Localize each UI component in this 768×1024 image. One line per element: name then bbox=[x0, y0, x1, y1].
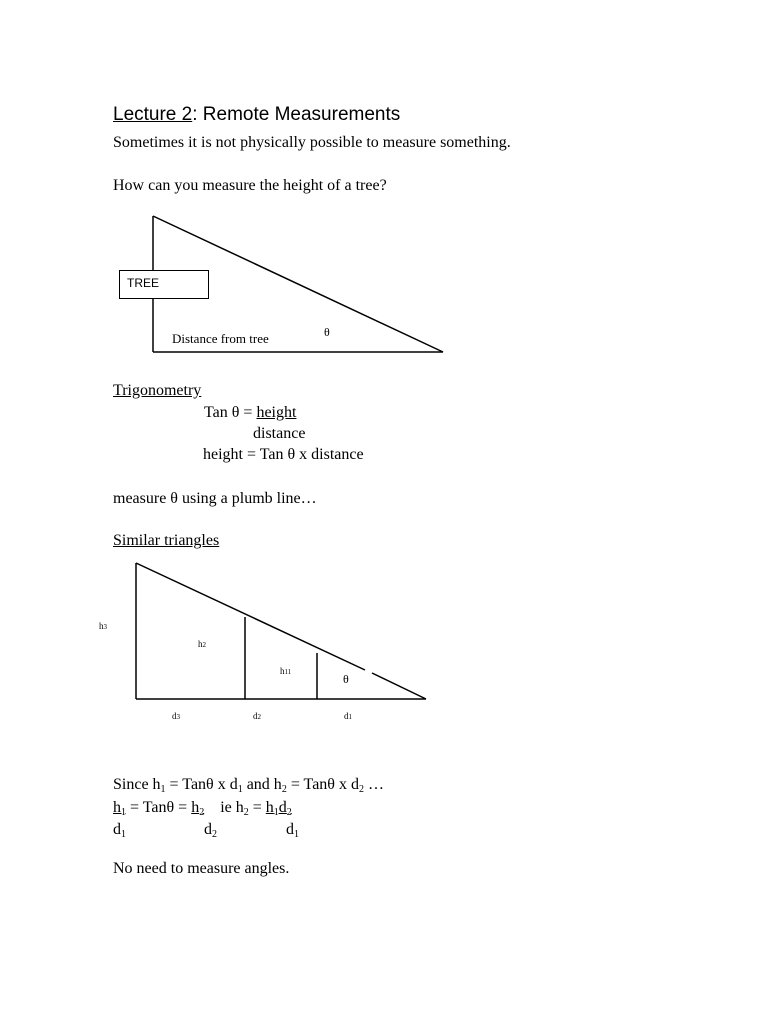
ratio-ie-sub: 2 bbox=[243, 807, 249, 818]
title-colon: : bbox=[192, 104, 198, 125]
ratio-h2-sub: 2 bbox=[199, 807, 205, 818]
label-d2 bbox=[253, 711, 261, 721]
label-h3-text: h bbox=[99, 621, 104, 631]
since-s1: 1 bbox=[160, 784, 166, 795]
tree-label: TREE bbox=[127, 276, 160, 290]
denom-d1 bbox=[113, 821, 126, 839]
ratio-ie: ie h bbox=[220, 799, 244, 816]
since-p5: … bbox=[363, 776, 384, 793]
since-p4: = Tanθ x d bbox=[286, 776, 359, 793]
denom-d3-text: d bbox=[286, 821, 294, 838]
question-text: How can you measure the height of a tree? bbox=[113, 177, 387, 194]
denom-d3 bbox=[286, 821, 299, 839]
ratio-mid: = Tanθ = bbox=[126, 799, 192, 816]
conclusion-text: No need to measure angles. bbox=[113, 860, 290, 877]
label-h2 bbox=[198, 639, 206, 649]
label-theta: θ bbox=[343, 672, 349, 686]
label-h2-sub: 2 bbox=[202, 641, 206, 649]
trig-denominator: distance bbox=[253, 425, 306, 442]
trig-line2: height = Tan θ x distance bbox=[203, 446, 364, 463]
ratio-h2 bbox=[191, 799, 204, 816]
since-s3: 2 bbox=[281, 784, 287, 795]
trig-numerator: height bbox=[256, 404, 297, 421]
label-h1 bbox=[280, 666, 291, 676]
label-d3-text: d bbox=[172, 711, 177, 721]
ratio-h1-sub: 1 bbox=[121, 807, 126, 818]
since-s4: 2 bbox=[358, 784, 364, 795]
denom-d2 bbox=[204, 821, 217, 839]
label-h3-sub: 3 bbox=[103, 623, 107, 631]
ratio-h1-text: h bbox=[113, 799, 121, 816]
label-h2-text: h bbox=[198, 639, 203, 649]
label-d1 bbox=[344, 711, 352, 721]
similar-hypotenuse-a bbox=[136, 563, 365, 670]
label-d1-sub: 1 bbox=[348, 713, 352, 721]
label-d3-sub: 3 bbox=[176, 713, 180, 721]
label-d1-text: d bbox=[344, 711, 349, 721]
similar-heading: Similar triangles bbox=[113, 532, 220, 549]
intro-text: Sometimes it is not physically possible to measure something. bbox=[113, 134, 511, 151]
title-subject: Remote Measurements bbox=[197, 104, 401, 125]
ratio-eq: = bbox=[248, 799, 266, 816]
angle-label: θ bbox=[324, 325, 330, 339]
trig-line1 bbox=[204, 404, 296, 422]
ratio-r1: h bbox=[265, 799, 274, 816]
label-d2-text: d bbox=[253, 711, 258, 721]
ratio-rhs bbox=[266, 799, 292, 816]
label-h1-text: h bbox=[280, 666, 285, 676]
distance-label: Distance from tree bbox=[172, 331, 269, 346]
trig-heading: Trigonometry bbox=[113, 382, 202, 399]
since-p1: Since h bbox=[113, 776, 161, 793]
ratio-r2-sub: 2 bbox=[286, 807, 292, 818]
ratio-equation bbox=[113, 799, 292, 817]
label-h1-sub: 11 bbox=[284, 668, 292, 676]
since-p3: and h bbox=[242, 776, 282, 793]
label-d2-sub: 2 bbox=[257, 713, 261, 721]
title-lecture: Lecture 2 bbox=[113, 104, 193, 125]
since-p2: = Tanθ x d bbox=[165, 776, 238, 793]
denom-d1-sub: 1 bbox=[121, 829, 126, 840]
label-d3 bbox=[172, 711, 180, 721]
ratio-r1-sub: 1 bbox=[273, 807, 279, 818]
plumb-text: measure θ using a plumb line… bbox=[113, 490, 317, 507]
tree-label-box bbox=[119, 270, 209, 299]
denom-d3-sub: 1 bbox=[294, 829, 299, 840]
denom-d2-text: d bbox=[204, 821, 212, 838]
similar-hypotenuse-b bbox=[372, 673, 426, 699]
denom-d1-text: d bbox=[113, 821, 121, 838]
ratio-h2-text: h bbox=[191, 799, 200, 816]
label-h3 bbox=[99, 621, 107, 631]
since-s2: 1 bbox=[237, 784, 243, 795]
ratio-r2: d bbox=[278, 799, 287, 816]
ratio-h1 bbox=[113, 799, 126, 816]
since-equation bbox=[113, 776, 384, 794]
trig-prefix: Tan θ = bbox=[204, 404, 257, 421]
denom-d2-sub: 2 bbox=[212, 829, 217, 840]
